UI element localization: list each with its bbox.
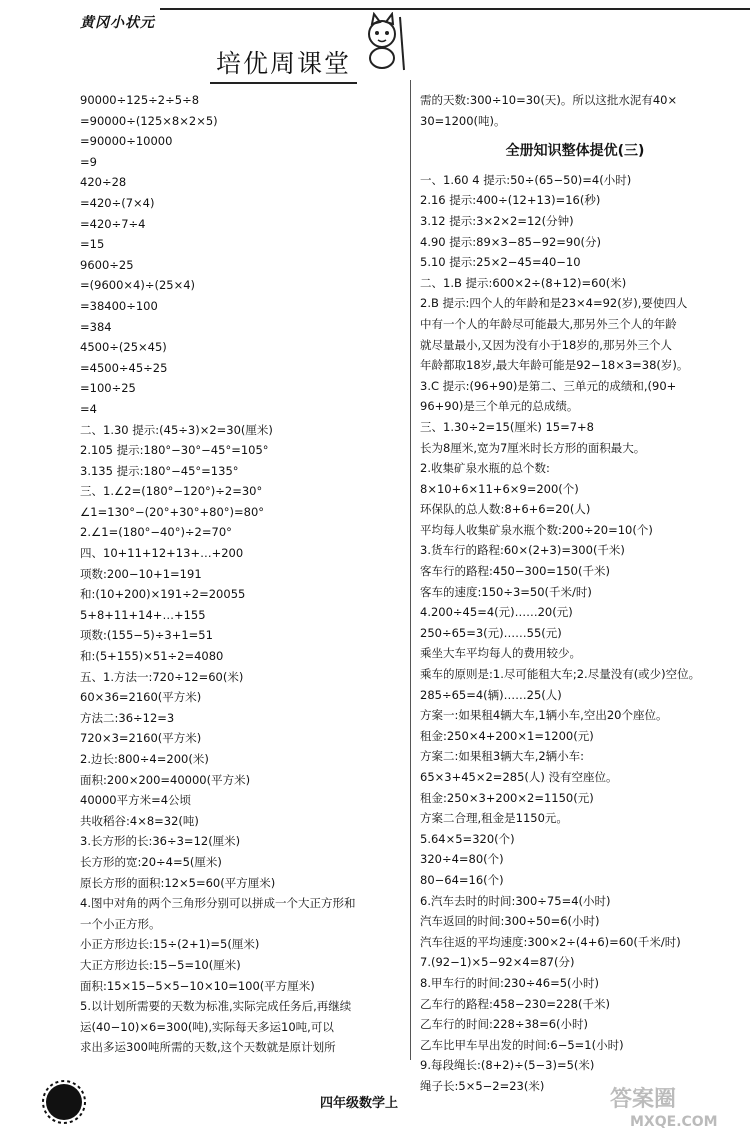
- text-line: 面积:15×15−5×5−10×10=100(平方厘米): [80, 978, 315, 993]
- text-line: 方法二:36÷12=3: [80, 710, 175, 725]
- text-line: 就尽量最小,又因为没有小于18岁的,那另外三个人: [420, 337, 672, 352]
- text-line: 80−64=16(个): [420, 872, 504, 887]
- text-line: 2.105 提示:180°−30°−45°=105°: [80, 443, 269, 458]
- text-line: 90000÷125÷2÷5÷8: [80, 93, 200, 107]
- text-line: 长方形的宽:20÷4=5(厘米): [80, 854, 222, 869]
- svg-text:答案圈: 答案圈: [610, 1087, 677, 1112]
- text-line: 四、10+11+12+13+…+200: [80, 546, 244, 561]
- text-line: 方案二:如果租3辆大车,2辆小车:: [420, 749, 585, 764]
- text-line: 7.(92−1)×5−92×4=87(分): [420, 955, 575, 970]
- page-header: [60, 0, 410, 88]
- text-line: 4.图中对角的两个三角形分别可以拼成一个大正方形和: [80, 896, 356, 911]
- text-line: 三、1.∠2=(180°−120°)÷2=30°: [80, 484, 263, 499]
- text-line: 乙车行的路程:458−230=228(千米): [420, 996, 610, 1011]
- text-line: 需的天数:300÷10=30(天)。所以这批水泥有40×: [420, 93, 678, 107]
- text-line: =38400÷100: [80, 298, 158, 313]
- page-badge-icon: [42, 1080, 86, 1124]
- text-line: 面积:200×200=40000(平方米): [80, 772, 251, 787]
- text-line: =15: [80, 237, 105, 252]
- text-line: 汽车往返的平均速度:300×2÷(4+6)=60(千米/时): [420, 934, 681, 949]
- text-line: 9600÷25: [80, 257, 134, 272]
- text-line: 2.边长:800÷4=200(米): [80, 752, 209, 766]
- text-line: 一、1.60 4 提示:50÷(65−50)=4(小时): [420, 172, 632, 187]
- text-line: 一个小正方形。: [80, 916, 161, 931]
- text-line: =420÷7÷4: [80, 216, 146, 231]
- text-line: 9.每段绳长:(8+2)÷(5−3)=5(米): [420, 1058, 595, 1073]
- text-line: 汽车返回的时间:300÷50=6(小时): [420, 914, 600, 929]
- text-line: 720×3=2160(平方米): [80, 731, 202, 746]
- text-line: 平均每人收集矿泉水瓶个数:200÷20=10(个): [420, 522, 653, 537]
- right-column: [420, 90, 730, 1097]
- text-line: ∠1=130°−(20°+30°+80°)=80°: [80, 504, 265, 519]
- text-line: =90000÷(125×8×2×5): [80, 113, 218, 128]
- text-line: =384: [80, 319, 112, 334]
- header-rule: [160, 8, 750, 10]
- text-line: 8.甲车行的时间:230÷46=5(小时): [420, 975, 599, 990]
- text-line: 三、1.30÷2=15(厘米) 15=7+8: [420, 419, 594, 434]
- watermark-logo-icon: [600, 1080, 750, 1132]
- text-line: =(9600×4)÷(25×4): [80, 278, 196, 293]
- text-line: 5+8+11+14+…+155: [80, 607, 206, 622]
- text-line: 3.长方形的长:36÷3=12(厘米): [80, 834, 241, 849]
- text-line: 2.16 提示:400÷(12+13)=16(秒): [420, 193, 601, 208]
- text-line: 2.收集矿泉水瓶的总个数:: [420, 461, 550, 476]
- text-line: 客车的速度:150÷3=50(千米/时): [420, 584, 592, 599]
- text-line: 乘坐大车平均每人的费用较少。: [420, 646, 581, 661]
- text-line: 4.90 提示:89×3−85−92=90(分): [420, 234, 602, 249]
- text-line: =4: [80, 401, 97, 416]
- text-line: 40000平方米=4公顷: [80, 793, 192, 808]
- text-line: 共收稻谷:4×8=32(吨): [80, 813, 199, 828]
- text-line: 3.货车行的路程:60×(2+3)=300(千米): [420, 543, 625, 558]
- text-line: 420÷28: [80, 175, 127, 190]
- text-line: =9: [80, 154, 97, 169]
- text-line: 方案一:如果租4辆大车,1辆小车,空出20个座位。: [420, 708, 668, 723]
- text-line: 2.B 提示:四个人的年龄和是23×4=92(岁),要使四人: [420, 296, 688, 311]
- text-line: 绳子长:5×5−2=23(米): [420, 1078, 545, 1093]
- text-line: 项数:(155−5)÷3+1=51: [80, 628, 213, 643]
- text-line: =100÷25: [80, 381, 136, 396]
- text-line: 项数:200−10+1=191: [80, 566, 202, 581]
- text-line: 原长方形的面积:12×5=60(平方厘米): [80, 875, 276, 890]
- text-line: 30=1200(吨)。: [420, 113, 506, 128]
- grade-label: 四年级数学上: [320, 1096, 399, 1111]
- text-line: 客车行的路程:450−300=150(千米): [420, 564, 610, 579]
- section-title: 全册知识整体提优(三): [505, 143, 645, 160]
- series-title: 培优周课堂: [210, 44, 357, 84]
- text-line: 二、1.30 提示:(45÷3)×2=30(厘米): [80, 422, 273, 437]
- text-line: 250÷65=3(元)……55(元): [420, 625, 562, 640]
- text-line: 五、1.方法一:720÷12=60(米): [80, 669, 244, 684]
- page-footer: [0, 1080, 750, 1132]
- text-line: 求出多运300吨所需的天数,这个天数就是原计划所: [80, 1040, 336, 1055]
- text-line: 租金:250×4+200×1=1200(元): [420, 728, 594, 743]
- text-line: 285÷65=4(辆)……25(人): [420, 687, 562, 702]
- text-line: 5.以计划所需要的天数为标准,实际完成任务后,再继续: [80, 999, 352, 1014]
- svg-text:MXQE.COM: MXQE.COM: [630, 1114, 718, 1130]
- text-line: 3.12 提示:3×2×2=12(分钟): [420, 213, 574, 228]
- text-line: 3.135 提示:180°−45°=135°: [80, 463, 239, 478]
- text-line: 3.C 提示:(96+90)是第二、三单元的成绩和,(90+: [420, 378, 677, 393]
- text-line: 320÷4=80(个): [420, 852, 504, 867]
- text-line: 60×36=2160(平方米): [80, 690, 202, 705]
- text-line: 中有一个人的年龄尽可能最大,那另外三个人的年龄: [420, 316, 677, 331]
- text-line: 运(40−10)×6=300(吨),实际每天多运10吨,可以: [80, 1019, 334, 1034]
- text-line: 大正方形边长:15−5=10(厘米): [80, 957, 241, 972]
- text-line: 和:(5+155)×51÷2=4080: [80, 649, 224, 664]
- column-divider: [410, 80, 411, 1060]
- text-line: 租金:250×3+200×2=1150(元): [420, 790, 594, 805]
- text-line: 5.10 提示:25×2−45=40−10: [420, 255, 581, 270]
- text-line: 2.∠1=(180°−40°)÷2=70°: [80, 525, 232, 540]
- cat-mascot-icon: [360, 12, 410, 72]
- text-line: 方案二合理,租金是1150元。: [420, 811, 568, 826]
- text-line: =4500÷45÷25: [80, 360, 168, 375]
- text-line: 长为8厘米,宽为7厘米时长方形的面积最大。: [420, 440, 646, 455]
- brand-label: 黄冈小状元: [80, 15, 155, 31]
- text-line: 年龄都取18岁,最大年龄可能是92−18×3=38(岁)。: [420, 358, 689, 373]
- text-line: =90000÷10000: [80, 134, 173, 149]
- text-line: 二、1.B 提示:600×2÷(8+12)=60(米): [420, 275, 627, 290]
- text-line: 5.64×5=320(个): [420, 831, 515, 846]
- text-line: 65×3+45×2=285(人) 没有空座位。: [420, 770, 618, 784]
- text-line: 乙车行的时间:228÷38=6(小时): [420, 1017, 589, 1032]
- text-line: 乙车比甲车早出发的时间:6−5=1(小时): [420, 1037, 624, 1052]
- text-line: 环保队的总人数:8+6+6=20(人): [420, 502, 591, 517]
- text-line: 小正方形边长:15÷(2+1)=5(厘米): [80, 937, 260, 952]
- text-line: 4.200÷45=4(元)……20(元): [420, 605, 573, 620]
- text-line: 96+90)是三个单元的总成绩。: [420, 399, 579, 414]
- text-line: 6.汽车去时的时间:300÷75=4(小时): [420, 893, 611, 908]
- left-column: [80, 90, 400, 1058]
- text-line: 4500÷(25×45): [80, 340, 167, 355]
- text-line: 8×10+6×11+6×9=200(个): [420, 481, 579, 496]
- text-line: 和:(10+200)×191÷2=20055: [80, 587, 246, 602]
- text-line: 乘车的原则是:1.尽可能租大车;2.尽量没有(或少)空位。: [420, 667, 701, 682]
- text-line: =420÷(7×4): [80, 195, 155, 210]
